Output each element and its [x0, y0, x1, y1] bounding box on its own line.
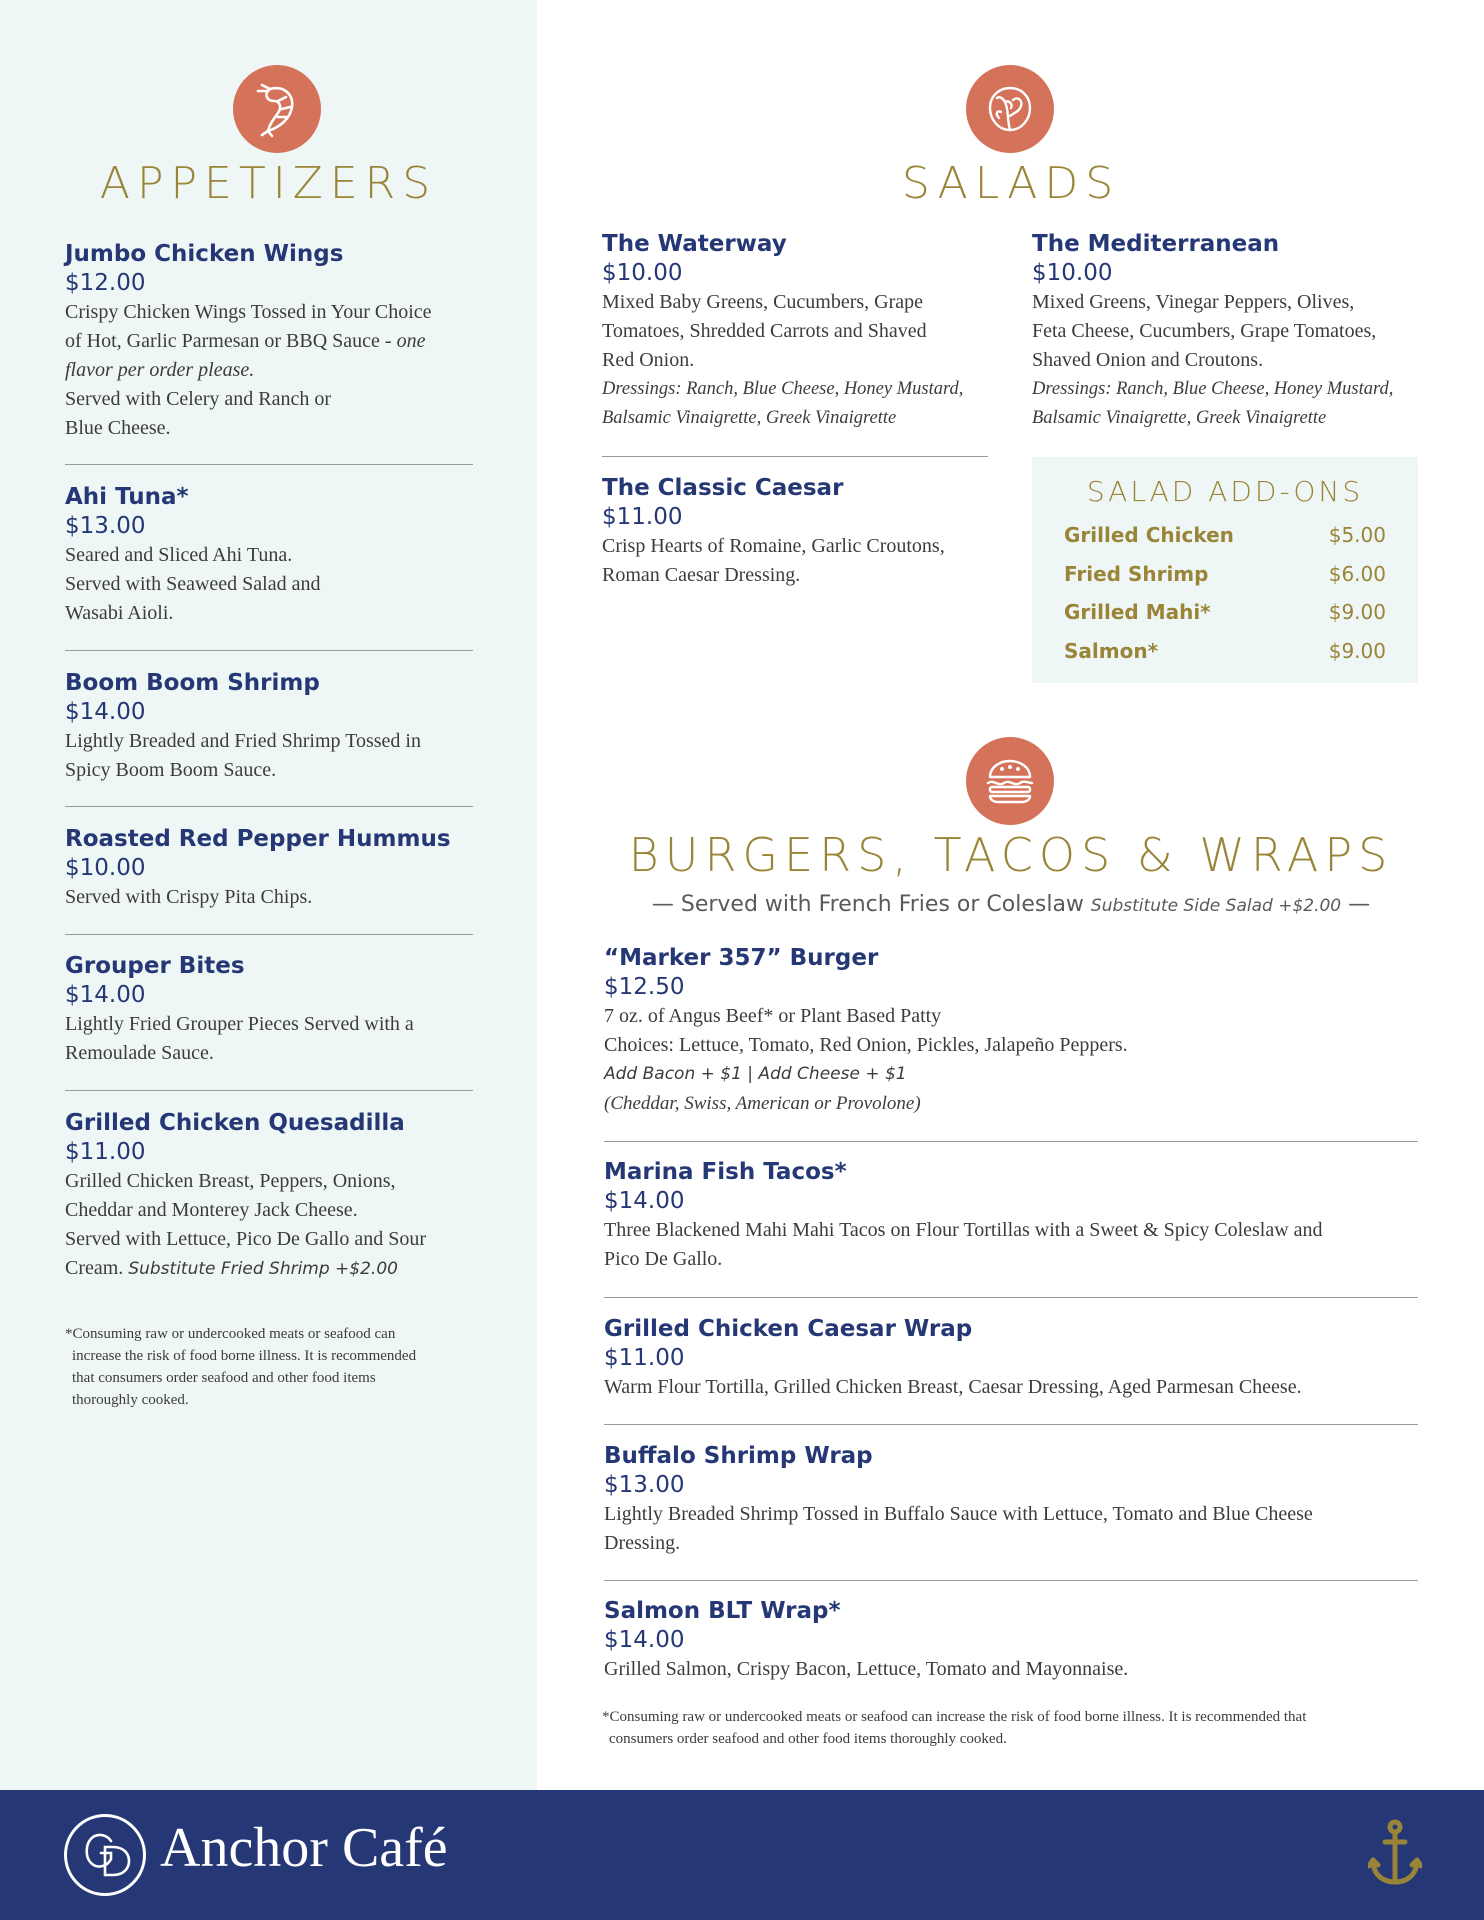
- footer-bar: [0, 1790, 1484, 1920]
- lettuce-icon: [966, 65, 1054, 153]
- divider: [604, 1580, 1418, 1581]
- item-price: $12.50: [604, 974, 685, 1000]
- item-price: $12.00: [65, 270, 146, 296]
- menu-item-the-mediterranean: [1032, 230, 1432, 433]
- menu-item-salmon-blt-wrap: [604, 1597, 1414, 1684]
- item-description: Three Blackened Mahi Mahi Tacos on Flour Tortillas with a Sweet & Spicy Coleslaw and Pico De Gallo.: [604, 1219, 1323, 1270]
- shrimp-icon: [233, 65, 321, 153]
- footnote: *Consuming raw or undercooked meats or seafood can increase the risk of food borne illness. It is recommended that consumers order seafood and other food items thoroughly cooked.: [65, 1326, 417, 1408]
- item-price: $10.00: [602, 260, 683, 286]
- item-name: The Classic Caesar: [602, 475, 844, 501]
- item-name: Grilled Chicken Quesadilla: [65, 1110, 405, 1136]
- dressings-list: Dressings: Ranch, Blue Cheese, Honey Mustard, Balsamic Vinaigrette, Greek Vinaigrette: [1032, 379, 1394, 428]
- footnote: *Consuming raw or undercooked meats or seafood can increase the risk of food borne illness. It is recommended that consumers order seafood and other food items thoroughly cooked.: [602, 1709, 1307, 1747]
- item-price: $11.00: [604, 1345, 685, 1371]
- item-price: $14.00: [604, 1188, 685, 1214]
- menu-item-grilled-chicken-caesar-wrap: [604, 1315, 1414, 1402]
- item-name: Grouper Bites: [65, 953, 245, 979]
- item-name: Marina Fish Tacos*: [604, 1159, 847, 1185]
- dressings-list: Dressings: Ranch, Blue Cheese, Honey Mustard, Balsamic Vinaigrette, Greek Vinaigrette: [602, 379, 964, 428]
- item-name: “Marker 357” Burger: [604, 945, 879, 971]
- divider: [602, 456, 988, 457]
- salads-title: SALADS: [901, 158, 1121, 209]
- item-price: $14.00: [65, 982, 146, 1008]
- item-price: $11.00: [65, 1139, 146, 1165]
- item-price: $10.00: [65, 855, 146, 881]
- burgers-subtitle: — Served with French Fries or Coleslaw Substitute Side Salad +$2.00 —: [651, 892, 1371, 917]
- item-name: Ahi Tuna*: [65, 484, 189, 510]
- salad-addons-box: [1032, 457, 1418, 683]
- item-description: Lightly Breaded and Fried Shrimp Tossed in Spicy Boom Boom Sauce.: [65, 730, 421, 781]
- addon-row: Grilled Chicken $5.00: [1064, 523, 1386, 547]
- item-price: $13.00: [604, 1472, 685, 1498]
- item-description: Grilled Salmon, Crispy Bacon, Lettuce, Tomato and Mayonnaise.: [604, 1658, 1129, 1680]
- item-price: $11.00: [602, 504, 683, 530]
- item-description: Mixed Baby Greens, Cucumbers, Grape Tomatoes, Shredded Carrots and Shaved Red Onion.: [602, 291, 927, 371]
- menu-item-marker-357-burger: [604, 944, 1414, 1118]
- item-description: 7 oz. of Angus Beef* or Plant Based Patty Choices: Lettuce, Tomato, Red Onion, Pickles, Jalapeño Peppers. Add Bacon + $1 | Add Cheese + $1 (Cheddar, Swiss, American or Provolone): [604, 1005, 1128, 1114]
- divider: [65, 650, 473, 651]
- item-description: Served with Crispy Pita Chips.: [65, 886, 313, 908]
- menu-item-grouper-bites: [65, 952, 485, 1068]
- burgers-title: BURGERS, TACOS & WRAPS: [628, 828, 1394, 882]
- item-description: Lightly Breaded Shrimp Tossed in Buffalo Sauce with Lettuce, Tomato and Blue Cheese Dressing.: [604, 1503, 1313, 1554]
- item-description: Crispy Chicken Wings Tossed in Your Choice of Hot, Garlic Parmesan or BBQ Sauce - one flavor per order please. Served with Celery and Ranch or Blue Cheese.: [65, 301, 432, 439]
- menu-item-roasted-red-pepper-hummus: [65, 825, 485, 912]
- addon-row: Fried Shrimp $6.00: [1064, 562, 1386, 586]
- addon-row: Grilled Mahi* $9.00: [1064, 600, 1386, 624]
- menu-item-ahi-tuna: [65, 483, 485, 628]
- item-description: Crisp Hearts of Romaine, Garlic Croutons, Roman Caesar Dressing.: [602, 535, 945, 586]
- item-name: Grilled Chicken Caesar Wrap: [604, 1316, 973, 1342]
- item-price: $14.00: [65, 699, 146, 725]
- divider: [604, 1424, 1418, 1425]
- divider: [604, 1297, 1418, 1298]
- divider: [65, 806, 473, 807]
- item-description: Mixed Greens, Vinegar Peppers, Olives, Feta Cheese, Cucumbers, Grape Tomatoes, Shaved Onion and Croutons.: [1032, 291, 1377, 371]
- menu-item-marina-fish-tacos: [604, 1158, 1414, 1274]
- item-name: Boom Boom Shrimp: [65, 670, 320, 696]
- item-price: $13.00: [65, 513, 146, 539]
- item-price: $10.00: [1032, 260, 1113, 286]
- item-description: Lightly Fried Grouper Pieces Served with a Remoulade Sauce.: [65, 1013, 414, 1064]
- menu-item-jumbo-chicken-wings: [65, 240, 485, 443]
- item-name: Buffalo Shrimp Wrap: [604, 1443, 873, 1469]
- item-price: $14.00: [604, 1627, 685, 1653]
- brand-name: Anchor Café: [160, 1817, 448, 1879]
- gd-logo-icon: [64, 1814, 146, 1896]
- item-name: Salmon BLT Wrap*: [604, 1598, 841, 1624]
- item-name: The Mediterranean: [1032, 231, 1280, 257]
- appetizers-title: APPETIZERS: [99, 158, 438, 209]
- item-description: Seared and Sliced Ahi Tuna. Served with Seaweed Salad and Wasabi Aioli.: [65, 544, 321, 624]
- divider: [65, 464, 473, 465]
- menu-item-boom-boom-shrimp: [65, 669, 485, 785]
- addon-row: Salmon* $9.00: [1064, 639, 1386, 663]
- divider: [65, 934, 473, 935]
- appetizers-column: [0, 0, 537, 1790]
- menu-item-grilled-chicken-quesadilla: [65, 1109, 495, 1284]
- burger-icon: [966, 737, 1054, 825]
- divider: [604, 1141, 1418, 1142]
- item-name: Jumbo Chicken Wings: [65, 241, 344, 267]
- menu-item-the-waterway: [602, 230, 1002, 433]
- anchor-icon: [1368, 1818, 1422, 1890]
- item-name: The Waterway: [602, 231, 787, 257]
- item-name: Roasted Red Pepper Hummus: [65, 826, 451, 852]
- item-description: Grilled Chicken Breast, Peppers, Onions, Cheddar and Monterey Jack Cheese. Served with Lettuce, Pico De Gallo and Sour Cream. Substitute Fried Shrimp +$2.00: [65, 1170, 427, 1279]
- menu-item-buffalo-shrimp-wrap: [604, 1442, 1414, 1558]
- divider: [65, 1090, 473, 1091]
- addons-title: SALAD ADD-ONS: [1086, 475, 1364, 508]
- item-description: Warm Flour Tortilla, Grilled Chicken Breast, Caesar Dressing, Aged Parmesan Cheese.: [604, 1376, 1302, 1398]
- menu-item-the-classic-caesar: [602, 474, 1002, 590]
